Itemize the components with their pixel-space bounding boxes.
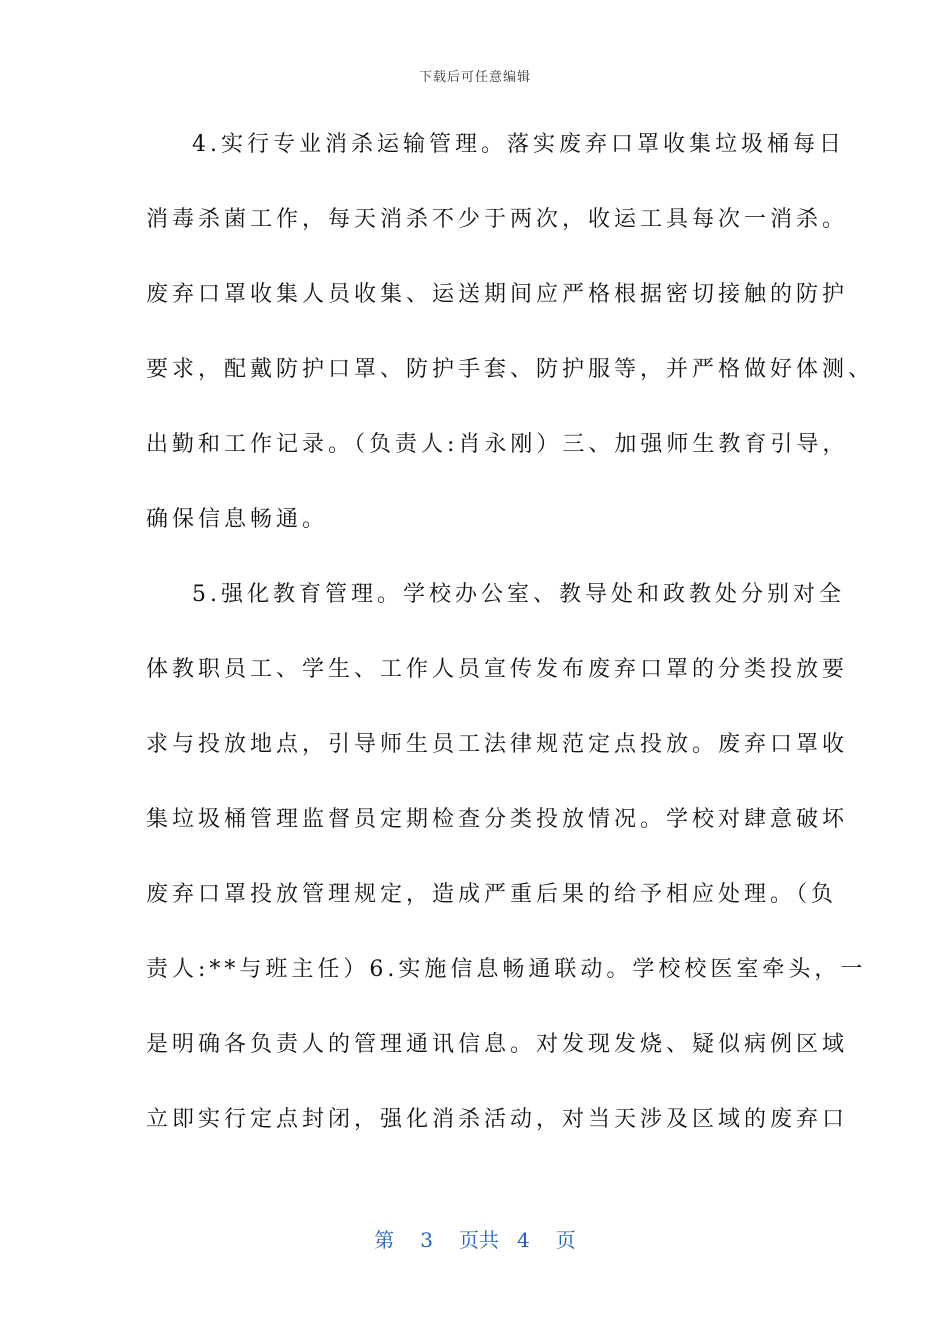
paragraph-line: 求与投放地点，引导师生员工法律规范定点投放。废弃口罩收 <box>146 732 849 757</box>
paragraph-line: 是明确各负责人的管理通讯信息。对发现发烧、疑似病例区域 <box>146 1032 849 1057</box>
current-page-number: 3 <box>420 1228 433 1252</box>
paragraph-line: 体教职员工、学生、工作人员宣传发布废弃口罩的分类投放要 <box>146 657 849 682</box>
paragraph-line: 要求，配戴防护口罩、防护手套、防护服等，并严格做好体测、 <box>146 357 875 382</box>
page-suffix: 页 <box>555 1228 576 1252</box>
paragraph-line: 5.强化教育管理。学校办公室、教导处和政教处分别对全 <box>192 582 845 607</box>
paragraph-line: 立即实行定点封闭，强化消杀活动，对当天涉及区域的废弃口 <box>146 1107 849 1132</box>
page-prefix: 第 <box>374 1228 395 1252</box>
total-page-number: 4 <box>517 1228 530 1252</box>
paragraph-line: 废弃口罩收集人员收集、运送期间应严格根据密切接触的防护 <box>146 282 849 307</box>
paragraph-line: 集垃圾桶管理监督员定期检查分类投放情况。学校对肆意破坏 <box>146 807 849 832</box>
page-footer <box>0 1224 950 1253</box>
paragraph-line: 废弃口罩投放管理规定，造成严重后果的给予相应处理。（负 <box>146 882 838 907</box>
header-note: 下载后可任意编辑 <box>418 70 531 85</box>
paragraph-line: 出勤和工作记录。（负责人:肖永刚）三、加强师生教育引导， <box>146 432 849 457</box>
document-body <box>146 120 875 1170</box>
paragraph-line: 4.实行专业消杀运输管理。落实废弃口罩收集垃圾桶每日 <box>192 132 845 157</box>
paragraph-line: 消毒杀菌工作，每天消杀不少于两次，收运工具每次一消杀。 <box>146 207 849 232</box>
paragraph-line: 确保信息畅通。 <box>146 507 329 532</box>
page-middle-label: 页共 <box>459 1228 499 1252</box>
paragraph-line: 责人:**与班主任）6.实施信息畅通联动。学校校医室牵头，一 <box>146 957 867 982</box>
